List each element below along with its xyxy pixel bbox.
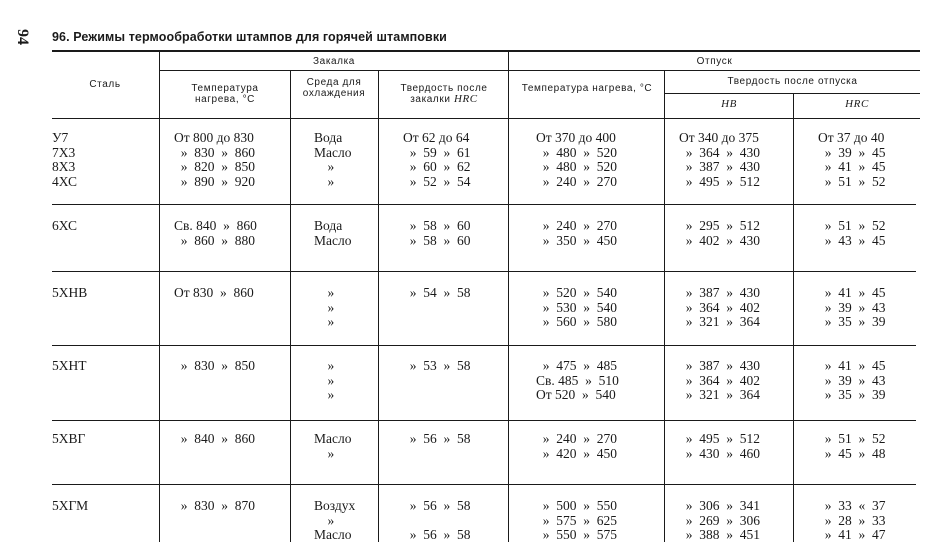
quench-temp-cell: От 830 » 860 xyxy=(174,285,254,300)
medium-cell: » » » xyxy=(327,358,335,402)
hb-cell: » 495 » 512 » 430 » 460 xyxy=(685,431,760,461)
hrc-cell: » 51 » 52 » 45 » 48 xyxy=(824,431,886,461)
table-title: 96. Режимы термообработки штампов для горячей штамповки xyxy=(52,30,447,44)
quench-temp-cell: От 800 до 830 » 830 » 860 » 820 » 850 » 890 » 920 xyxy=(174,130,255,189)
hrc-cell: » 41 » 45 » 39 » 43 » 35 » 39 xyxy=(824,285,886,329)
temper-temp-cell: » 500 » 550 » 575 » 625 » 550 » 575 xyxy=(542,498,617,542)
quench-temp-cell: » 840 » 860 xyxy=(174,431,255,446)
quench-hrc-cell: От 62 до 64 » 59 » 61 » 60 » 62 » 52 » 54 xyxy=(403,130,471,189)
page-number: 94 xyxy=(14,29,31,45)
medium-cell: Вода Масло » » xyxy=(314,130,352,189)
column-divider xyxy=(290,70,291,542)
quench-hrc-cell: » 56 » 58 xyxy=(403,431,471,446)
header-quench-temp: Температура нагрева, °C xyxy=(191,83,259,105)
quench-hrc-cell: » 53 » 58 xyxy=(403,358,471,373)
quench-hrc-cell: » 54 » 58 xyxy=(403,285,471,300)
quench-temp-cell: » 830 » 850 xyxy=(174,358,255,373)
hrc-cell: От 37 до 40 » 39 » 45 » 41 » 45 » 51 » 52 xyxy=(818,130,886,189)
header-hrc: HRC xyxy=(845,98,869,110)
temper-temp-cell: » 520 » 540 » 530 » 540 » 560 » 580 xyxy=(542,285,617,329)
row-separator xyxy=(52,271,916,272)
quench-hrc-cell: » 56 » 58 » 56 » 58 xyxy=(409,498,471,542)
hb-cell: » 387 » 430 » 364 » 402 » 321 » 364 xyxy=(685,285,760,329)
row-separator xyxy=(52,204,916,205)
temper-temp-cell: » 240 » 270 » 350 » 450 xyxy=(542,218,617,248)
group-header-rule xyxy=(160,70,920,71)
row-separator xyxy=(52,420,916,421)
medium-cell: » » » xyxy=(327,285,335,329)
steel-cell: 5ХВГ xyxy=(52,431,86,446)
hrc-cell: » 51 » 52 » 43 » 45 xyxy=(824,218,886,248)
temper-temp-cell: От 370 до 400 » 480 » 520 » 480 » 520 » 240 » 270 xyxy=(536,130,617,189)
hb-cell: » 306 » 341 » 269 » 306 » 388 » 451 xyxy=(685,498,760,542)
hb-cell: » 387 » 430 » 364 » 402 » 321 » 364 xyxy=(685,358,760,402)
temper-temp-cell: » 475 » 485 Св. 485 » 510 От 520 » 540 xyxy=(536,358,619,402)
temper-temp-cell: » 240 » 270 » 420 » 450 xyxy=(542,431,617,461)
header-quench-hardness-text: Твердость после закалки xyxy=(400,83,488,105)
header-steel: Сталь xyxy=(89,79,121,90)
hb-cell: От 340 до 375 » 364 » 430 » 387 » 430 » 495 » 512 xyxy=(679,130,760,189)
header-temper: Отпуск xyxy=(696,56,733,67)
header-quench-hardness-unit: HRC xyxy=(453,93,478,105)
steel-cell: У7 7Х3 8Х3 4ХС xyxy=(52,130,77,189)
steel-cell: 6ХС xyxy=(52,218,77,233)
column-divider xyxy=(664,70,665,542)
temper-hardness-rule xyxy=(664,93,920,94)
medium-cell: Воздух » Масло xyxy=(314,498,356,542)
quench-temp-cell: Св. 840 » 860 » 860 » 880 xyxy=(174,218,257,248)
hrc-cell: » 33 « 37 » 28 » 33 » 41 » 47 xyxy=(824,498,886,542)
steel-cell: 5ХНВ xyxy=(52,285,88,300)
medium-cell: Масло » xyxy=(314,431,352,461)
medium-cell: Вода Масло xyxy=(314,218,352,248)
column-divider xyxy=(793,93,794,542)
column-divider xyxy=(378,70,379,542)
header-hb: HB xyxy=(721,98,737,110)
header-temper-hardness: Твердость после отпуска xyxy=(727,76,858,87)
steel-cell: 5ХГМ xyxy=(52,498,89,513)
hb-cell: » 295 » 512 » 402 » 430 xyxy=(685,218,760,248)
header-quench-medium: Среда для охлаждения xyxy=(302,77,366,99)
row-separator xyxy=(52,484,916,485)
quench-hrc-cell: » 58 » 60 » 58 » 60 xyxy=(409,218,471,248)
header-bottom-rule xyxy=(52,118,920,119)
steel-cell: 5ХНТ xyxy=(52,358,87,373)
quench-temp-cell: » 830 » 870 xyxy=(174,498,255,513)
header-quench: Закалка xyxy=(313,56,355,67)
header-quench-hardness xyxy=(388,83,500,105)
top-rule xyxy=(52,50,920,52)
hrc-cell: » 41 » 45 » 39 » 43 » 35 » 39 xyxy=(824,358,886,402)
column-divider xyxy=(159,50,160,542)
row-separator xyxy=(52,345,916,346)
column-divider xyxy=(508,50,509,542)
header-temper-temp: Температура нагрева, °C xyxy=(521,83,653,94)
